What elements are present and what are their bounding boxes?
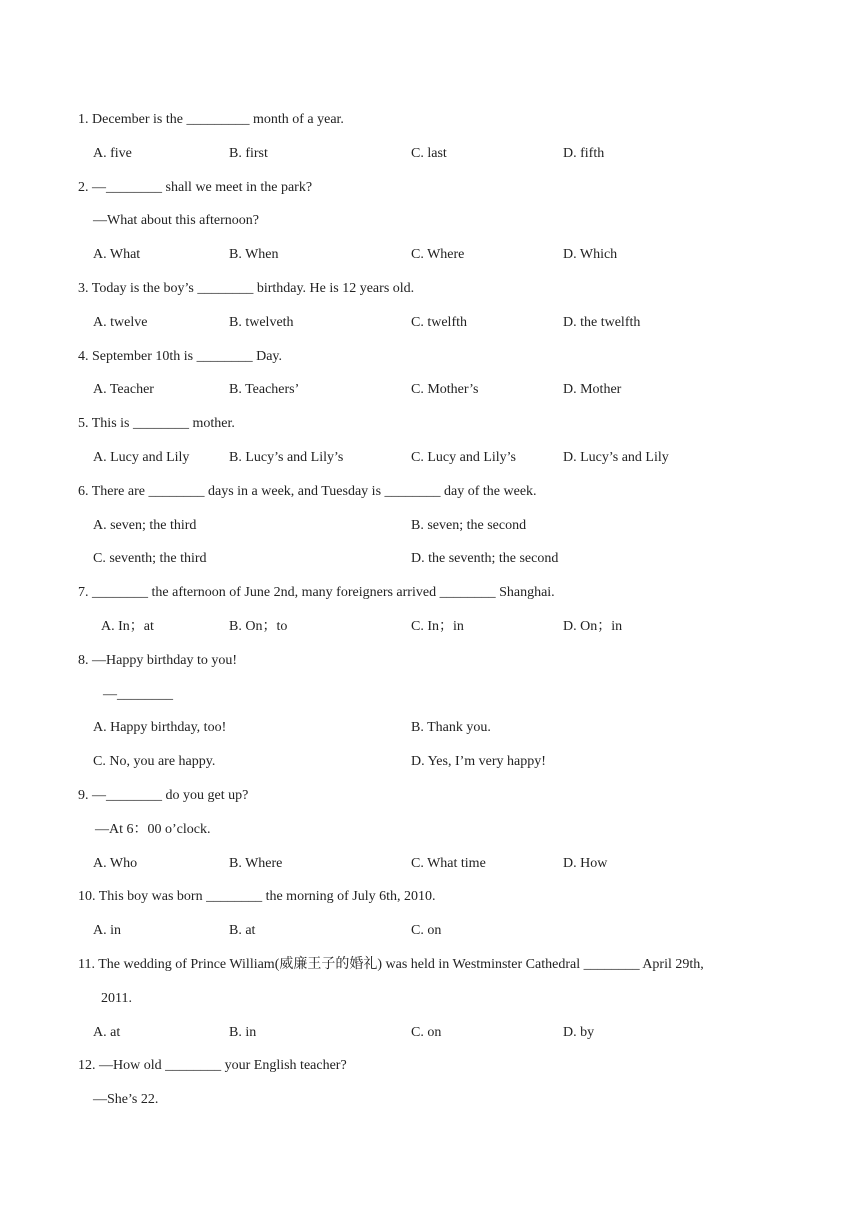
question-3-option-b: B. twelveth — [229, 315, 294, 330]
question-3-option-a: A. twelve — [93, 315, 148, 330]
question-6-option-d: D. the seventh; the second — [411, 551, 559, 566]
question-1-option-c: C. last — [411, 146, 447, 161]
question-5-option-a: A. Lucy and Lily — [93, 450, 190, 465]
question-5-option-d: D. Lucy’s and Lily — [563, 450, 669, 465]
question-8-option-c: C. No, you are happy. — [93, 754, 216, 769]
question-2-reply: —What about this afternoon? — [93, 213, 260, 228]
question-6-stem: 6. There are ________ days in a week, and Tuesday is ________ day of the week. — [78, 484, 537, 499]
question-12-stem: 12. —How old ________ your English teacher? — [78, 1058, 347, 1073]
question-7-option-c: C. In；in — [411, 619, 464, 634]
question-12-reply: —She’s 22. — [93, 1092, 159, 1107]
question-7-option-b: B. On；to — [229, 619, 288, 634]
question-4-option-d: D. Mother — [563, 382, 622, 397]
question-10-option-c: C. on — [411, 923, 442, 938]
question-9-option-b: B. Where — [229, 856, 283, 871]
question-1-option-d: D. fifth — [563, 146, 605, 161]
question-10-option-b: B. at — [229, 923, 256, 938]
question-9-reply: —At 6：00 o’clock. — [95, 822, 211, 837]
question-11-option-b: B. in — [229, 1025, 257, 1040]
question-7-option-a: A. In；at — [101, 619, 154, 634]
question-5-option-c: C. Lucy and Lily’s — [411, 450, 516, 465]
question-11-option-a: A. at — [93, 1025, 121, 1040]
question-10-option-a: A. in — [93, 923, 121, 938]
question-11-option-d: D. by — [563, 1025, 595, 1040]
question-7-option-d: D. On；in — [563, 619, 623, 634]
question-2-option-d: D. Which — [563, 247, 618, 262]
question-7-stem: 7. ________ the afternoon of June 2nd, many foreigners arrived ________ Shanghai. — [78, 585, 555, 600]
question-2-option-b: B. When — [229, 247, 279, 262]
question-4-option-c: C. Mother’s — [411, 382, 479, 397]
question-6-option-c: C. seventh; the third — [93, 551, 207, 566]
question-4-option-b: B. Teachers’ — [229, 382, 300, 397]
question-11-option-c: C. on — [411, 1025, 442, 1040]
question-8-option-b: B. Thank you. — [411, 720, 491, 735]
question-9-option-a: A. Who — [93, 856, 138, 871]
question-9-stem: 9. —________ do you get up? — [78, 788, 249, 803]
question-5-option-b: B. Lucy’s and Lily’s — [229, 450, 344, 465]
question-4-option-a: A. Teacher — [93, 382, 154, 397]
question-3-option-c: C. twelfth — [411, 315, 467, 330]
question-6-option-a: A. seven; the third — [93, 518, 197, 533]
question-8-option-d: D. Yes, I’m very happy! — [411, 754, 546, 769]
question-8-reply: —________ — [103, 687, 173, 702]
question-3-stem: 3. Today is the boy’s ________ birthday. He is 12 years old. — [78, 281, 415, 296]
question-2-stem: 2. —________ shall we meet in the park? — [78, 180, 313, 195]
question-1-stem: 1. December is the _________ month of a year. — [78, 112, 344, 127]
question-6-option-b: B. seven; the second — [411, 518, 527, 533]
question-8-option-a: A. Happy birthday, too! — [93, 720, 227, 735]
question-2-option-c: C. Where — [411, 247, 465, 262]
question-11-stem-continued: 2011. — [101, 991, 132, 1006]
question-3-option-d: D. the twelfth — [563, 315, 641, 330]
question-9-option-d: D. How — [563, 856, 608, 871]
question-9-option-c: C. What time — [411, 856, 486, 871]
question-1-option-a: A. five — [93, 146, 132, 161]
question-1-option-b: B. first — [229, 146, 268, 161]
question-2-option-a: A. What — [93, 247, 141, 262]
question-11-stem: 11. The wedding of Prince William(威廉王子的婚礼) was held in Westminster Cathedral ________ April 29th, — [78, 957, 704, 972]
question-5-stem: 5. This is ________ mother. — [78, 416, 235, 431]
question-4-stem: 4. September 10th is ________ Day. — [78, 349, 283, 364]
question-10-stem: 10. This boy was born ________ the morning of July 6th, 2010. — [78, 889, 436, 904]
question-8-stem: 8. —Happy birthday to you! — [78, 653, 238, 668]
